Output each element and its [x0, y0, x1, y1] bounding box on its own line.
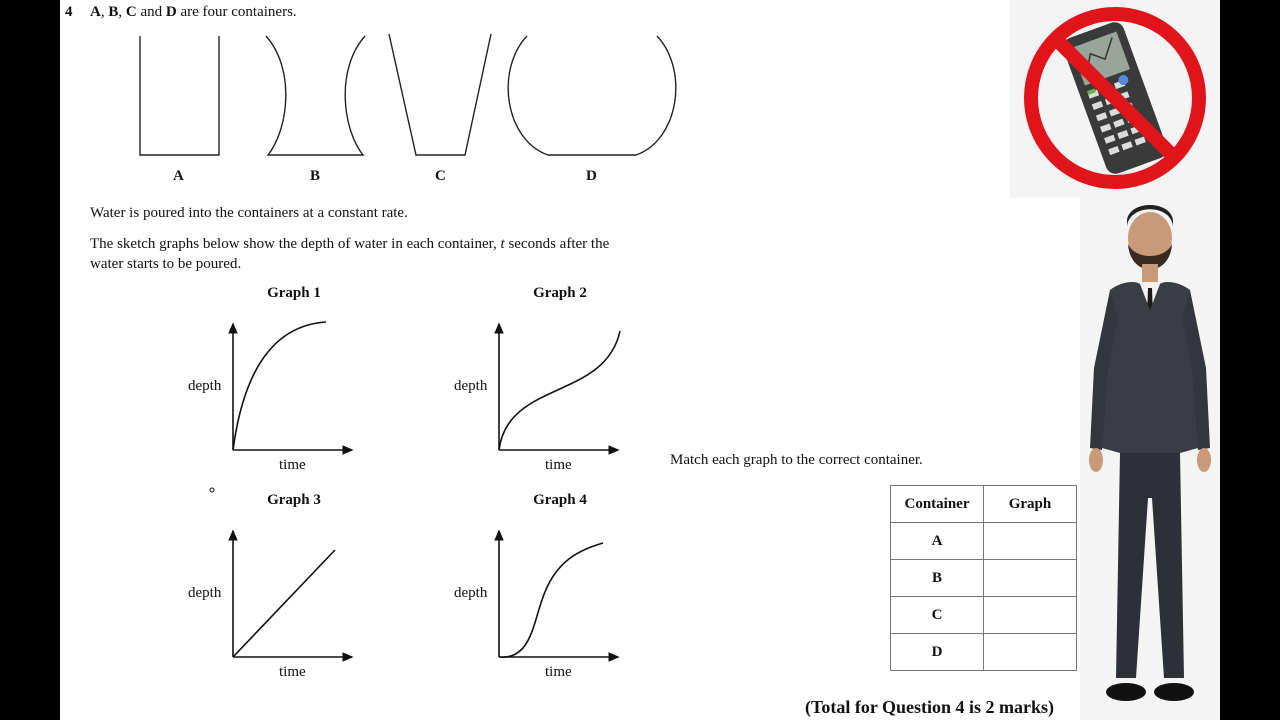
no-calculator-icon: [1010, 0, 1220, 198]
no-calculator-panel: [1010, 0, 1220, 198]
row-container-a: A: [891, 523, 984, 560]
instruction-line-2: The sketch graphs below show the depth of water in each container, t seconds after the: [90, 236, 610, 252]
graph-3-ylabel: depth: [188, 585, 222, 601]
graph-3-plot: [233, 531, 352, 657]
header-container: Container: [891, 486, 984, 523]
instruction-line-3: water starts to be poured.: [90, 256, 242, 272]
graph-1-title: Graph 1: [267, 285, 321, 301]
question-number: 4: [65, 4, 73, 20]
graph-3-title: Graph 3: [267, 492, 321, 508]
table-row: [891, 523, 1077, 560]
sketch-graphs: [60, 0, 760, 720]
graph-2-ylabel: depth: [454, 378, 488, 394]
row-container-c: C: [891, 597, 984, 634]
instruction-line-1: Water is poured into the containers at a constant rate.: [90, 205, 408, 221]
presenter-avatar: [1080, 198, 1220, 720]
row-graph-d[interactable]: [984, 634, 1077, 671]
graph-4-ylabel: depth: [454, 585, 488, 601]
match-instruction: Match each graph to the correct container.: [670, 452, 923, 468]
graph-2-plot: [499, 324, 620, 450]
question-intro: A, B, C and D are four containers.: [90, 4, 297, 20]
graph-4-xlabel: time: [545, 664, 572, 680]
graph-1-plot: [233, 322, 352, 450]
match-table-header: [891, 486, 1077, 523]
graph-2-curve: [499, 331, 620, 450]
graph-4-plot: [499, 531, 618, 657]
worksheet-page: [60, 0, 1220, 720]
row-graph-c[interactable]: [984, 597, 1077, 634]
row-container-d: D: [891, 634, 984, 671]
total-marks: (Total for Question 4 is 2 marks): [805, 697, 1055, 717]
graph-2-title: Graph 2: [533, 285, 587, 301]
header-graph: Graph: [984, 486, 1077, 523]
graph-1-xlabel: time: [279, 457, 306, 473]
match-table: [890, 485, 1077, 671]
container-label-b: B: [310, 168, 321, 184]
graph-4-curve: [499, 543, 603, 657]
container-label-c: C: [435, 168, 446, 184]
graph-2-xlabel: time: [545, 457, 572, 473]
cursor-dot: [210, 488, 214, 492]
row-graph-b[interactable]: [984, 560, 1077, 597]
graph-4-title: Graph 4: [533, 492, 587, 508]
row-graph-a[interactable]: [984, 523, 1077, 560]
table-row: [891, 560, 1077, 597]
graph-1-curve: [233, 322, 326, 450]
graph-3-xlabel: time: [279, 664, 306, 680]
table-row: [891, 597, 1077, 634]
container-label-a: A: [173, 168, 184, 184]
graph-3-line: [233, 550, 335, 657]
graph-1-ylabel: depth: [188, 378, 222, 394]
presenter-figure: [1080, 198, 1220, 720]
table-row: [891, 634, 1077, 671]
row-container-b: B: [891, 560, 984, 597]
container-label-d: D: [586, 168, 597, 184]
